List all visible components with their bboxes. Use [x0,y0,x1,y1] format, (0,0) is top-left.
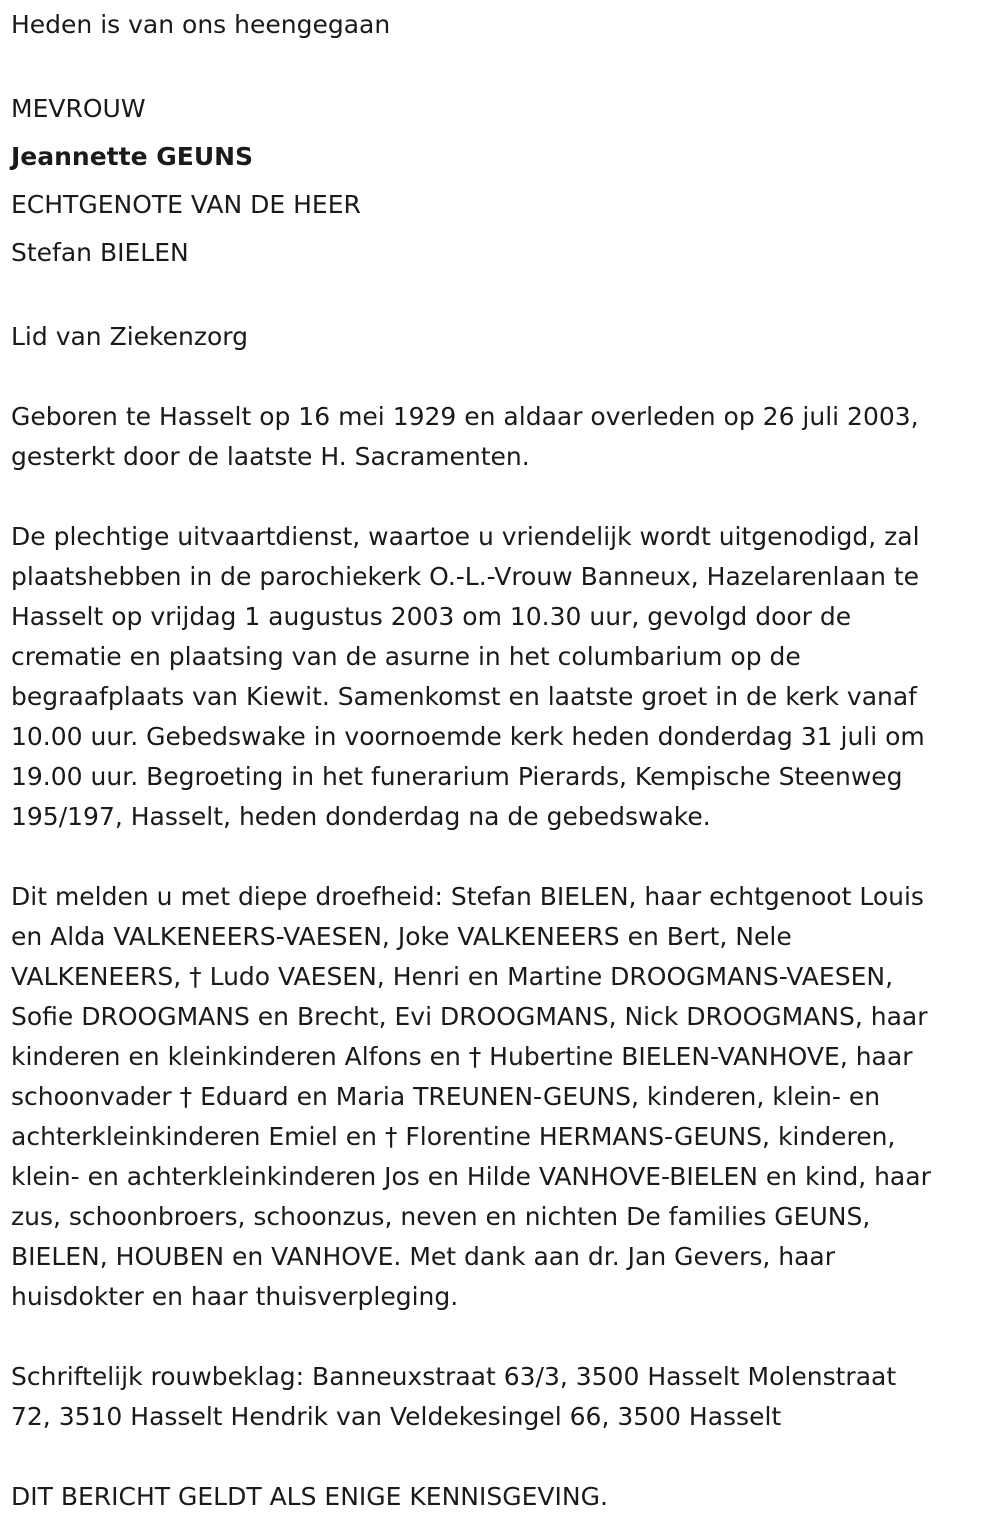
spacer [11,1317,990,1357]
closing-line: DIT BERICHT GELDT ALS ENIGE KENNISGEVING. [11,1482,608,1511]
deceased-name: Jeannette GEUNS [11,142,254,171]
paragraph-line: gesterkt door de laatste H. Sacramenten. [11,442,530,471]
paragraph-line: Schriftelijk rouwbeklag: Banneuxstraat 63/3, 3500 Hasselt Molenstraat [11,1362,897,1391]
paragraph-line: De plechtige uitvaartdienst, waartoe u vriendelijk wordt uitgenodigd, zal [11,522,920,551]
funeral-paragraph [11,517,990,837]
paragraph-line: achterkleinkinderen Emiel en † Florentine HERMANS-GEUNS, kinderen, [11,1122,896,1151]
membership-line: Lid van Ziekenzorg [11,322,248,351]
title-prefix: MEVROUW [11,94,146,123]
paragraph-line: klein- en achterkleinkinderen Jos en Hilde VANHOVE-BIELEN en kind, haar [11,1162,931,1191]
spacer [11,477,990,517]
spouse-name: Stefan BIELEN [11,238,189,267]
spacer [11,837,990,877]
paragraph-line: huisdokter en haar thuisverpleging. [11,1282,459,1311]
paragraph-line: plaatshebben in de parochiekerk O.-L.-Vrouw Banneux, Hazelarenlaan te [11,562,920,591]
condolence-paragraph [11,1357,990,1437]
paragraph-line: 195/197, Hasselt, heden donderdag na de gebedswake. [11,802,711,831]
paragraph-line: Sofie DROOGMANS en Brecht, Evi DROOGMANS, Nick DROOGMANS, haar [11,1002,928,1031]
paragraph-line: crematie en plaatsing van de asurne in het columbarium op de [11,642,801,671]
birth-death-paragraph [11,397,990,477]
paragraph-line: en Alda VALKENEERS-VAESEN, Joke VALKENEERS en Bert, Nele [11,922,792,951]
spacer [11,357,990,397]
paragraph-line: kinderen en kleinkinderen Alfons en † Hubertine BIELEN-VANHOVE, haar [11,1042,913,1071]
paragraph-line: Dit melden u met diepe droefheid: Stefan BIELEN, haar echtgenoot Louis [11,882,924,911]
spacer [11,1437,990,1477]
paragraph-line: Hasselt op vrijdag 1 augustus 2003 om 10.30 uur, gevolgd door de [11,602,852,631]
paragraph-line: VALKENEERS, † Ludo VAESEN, Henri en Martine DROOGMANS-VAESEN, [11,962,894,991]
family-paragraph [11,877,990,1317]
paragraph-line: Geboren te Hasselt op 16 mei 1929 en aldaar overleden op 26 juli 2003, [11,402,919,431]
paragraph-line: 10.00 uur. Gebedswake in voornoemde kerk heden donderdag 31 juli om [11,722,925,751]
name-block [11,85,990,277]
paragraph-line: BIELEN, HOUBEN en VANHOVE. Met dank aan dr. Jan Gevers, haar [11,1242,836,1271]
paragraph-line: schoonvader † Eduard en Maria TREUNEN-GEUNS, kinderen, klein- en [11,1082,881,1111]
paragraph-line: 19.00 uur. Begroeting in het funerarium Pierards, Kempische Steenweg [11,762,903,791]
paragraph-line: zus, schoonbroers, schoonzus, neven en nichten De families GEUNS, [11,1202,871,1231]
intro-line: Heden is van ons heengegaan [11,10,391,39]
spacer [11,277,990,317]
paragraph-line: 72, 3510 Hasselt Hendrik van Veldekesingel 66, 3500 Hasselt [11,1402,782,1431]
paragraph-line: begraafplaats van Kiewit. Samenkomst en laatste groet in de kerk vanaf [11,682,917,711]
spouse-prefix: ECHTGENOTE VAN DE HEER [11,190,361,219]
